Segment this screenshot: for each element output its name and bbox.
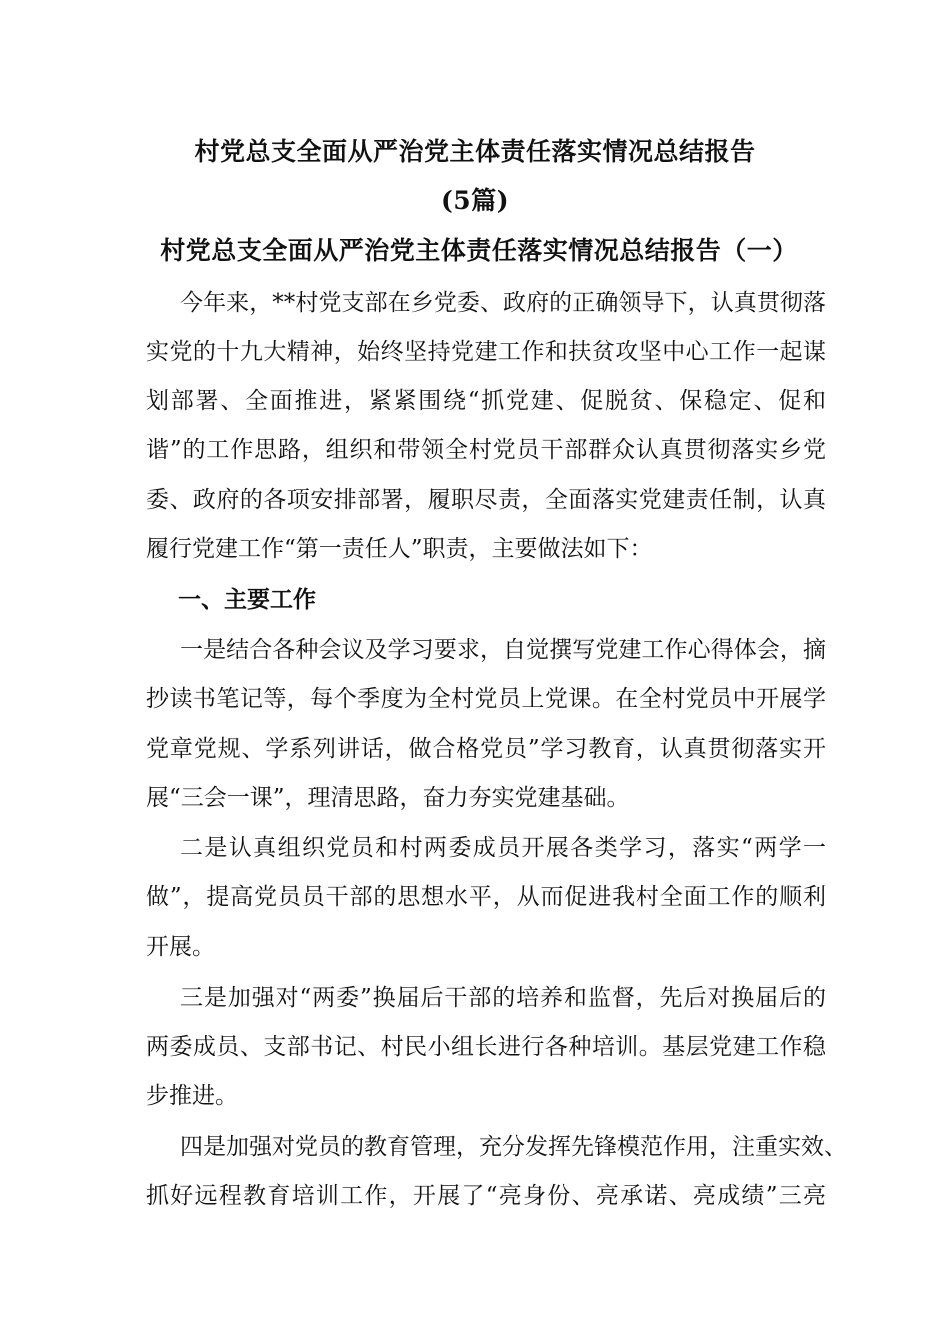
document-title-count: (5篇): [440, 186, 510, 215]
paragraph-line: 做”，提高党员员干部的思想水平，从而促进我村全面工作的顺利: [146, 884, 826, 910]
paragraph-line: 步推进。: [146, 1083, 238, 1109]
intro-line: 划部署、全面推进，紧紧围绕“抓党建、促脱贫、保稳定、促和: [146, 388, 826, 414]
paragraph-line: 一是结合各种会议及学习要求，自觉撰写党建工作心得体会，摘: [180, 637, 826, 663]
intro-line: 履行党建工作“第一责任人”职责，主要做法如下：: [146, 536, 653, 562]
section-heading: 一、主要工作: [178, 586, 316, 613]
document-title: 村党总支全面从严治党主体责任落实情况总结报告: [194, 137, 756, 166]
document-subtitle: 村党总支全面从严治党主体责任落实情况总结报告（一）: [160, 236, 798, 265]
paragraph-line: 展“三会一课”，理清思路，奋力夯实党建基础。: [146, 785, 630, 811]
intro-line: 今年来，**村党支部在乡党委、政府的正确领导下，认真贯彻落: [180, 290, 826, 316]
intro-line: 实党的十九大精神，始终坚持党建工作和扶贫攻坚中心工作一起谋: [146, 339, 826, 365]
intro-line: 谐”的工作思路，组织和带领全村党员干部群众认真贯彻落实乡党: [146, 437, 826, 463]
paragraph-line: 抄读书笔记等，每个季度为全村党员上党课。在全村党员中开展学: [146, 686, 826, 712]
paragraph-line: 党章党规、学系列讲话，做合格党员”学习教育，认真贯彻落实开: [146, 736, 826, 762]
paragraph-line: 二是认真组织党员和村两委成员开展各类学习，落实“两学一: [180, 835, 826, 861]
paragraph-line: 开展。: [146, 934, 215, 960]
paragraph-line: 四是加强对党员的教育管理，充分发挥先锋模范作用，注重实效、: [180, 1134, 847, 1160]
paragraph-line: 两委成员、支部书记、村民小组长进行各种培训。基层党建工作稳: [146, 1034, 826, 1060]
intro-line: 委、政府的各项安排部署，履职尽责，全面落实党建责任制，认真: [146, 487, 826, 513]
paragraph-line: 三是加强对“两委”换届后干部的培养和监督，先后对换届后的: [180, 985, 826, 1011]
paragraph-line: 抓好远程教育培训工作，开展了“亮身份、亮承诺、亮成绩”三亮: [146, 1183, 826, 1209]
